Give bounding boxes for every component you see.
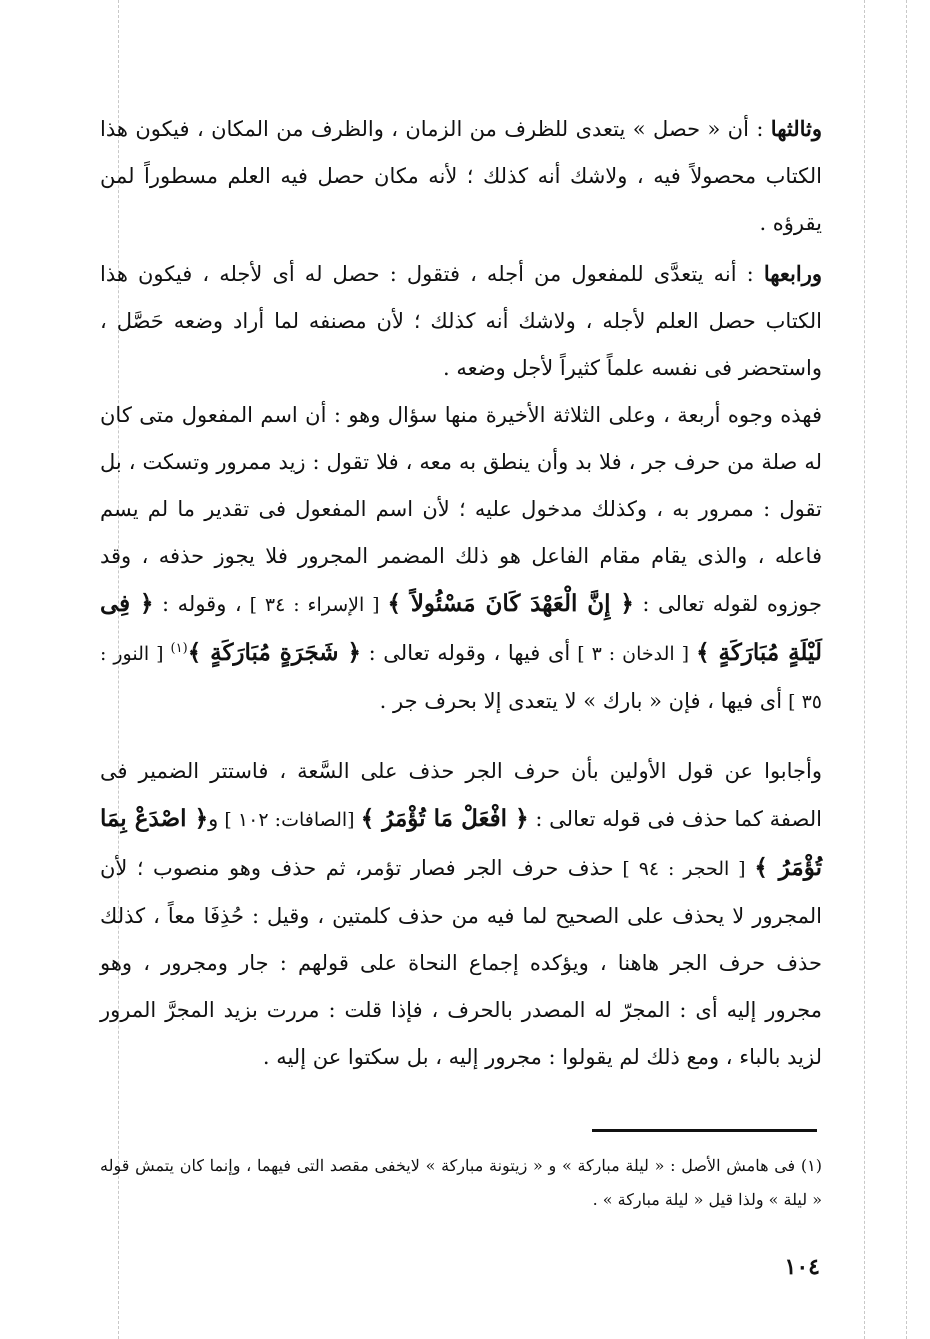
paragraph-text: فهذه وجوه أربعة ، وعلى الثلاثة الأخيرة منها سؤال وهو : أن اسم المفعول متى كان له صلة من حرف جر ، فلا بد وأن ينطق به معه ، فلا تقول : زيد ممرور وتسكت ، بل تقول : ممرور به ، وكذلك مدخول عليه ؛ لأن اسم المفعول فى تقدير ما لم يسم فاعله ، والذى يقام مقام الفاعل هو ذلك المضمر المجرور فلا يجوز حذفه ، وقد جوزوه لقوله تعالى : (100, 403, 822, 616)
scan-margin-line (906, 0, 907, 1339)
verse-reference: [الصافات: ١٠٢ ] (218, 809, 361, 831)
scan-margin-line (864, 0, 865, 1339)
paragraph-lead-word: ورابعها (763, 261, 822, 286)
footnote-marker[interactable]: (١) (170, 641, 188, 656)
paragraph-text: : أن « حصل » يتعدى للظرف من الزمان ، والظرف من المكان ، فيكون هذا الكتاب محصولاً فيه ، ولاشك أنه كذلك ؛ لأنه مكان حصل فيه العلم مسطوراً لمن يقرؤه . (100, 117, 822, 235)
paragraph-third-meaning (100, 105, 822, 247)
footnote: (١) فى هامش الأصل : « ليلة مباركة » و « زيتونة مباركة » لايخفى مقصد التى فيهما ، وإنما كان يتمش قوله « ليلة » ولذا قيل « ليلة مباركة » . (100, 1156, 822, 1209)
quran-verse: ﴿ اصْدَعْ بِمَا تُؤْمَرُ ﴾ (100, 805, 822, 881)
footnote-divider (592, 1129, 817, 1132)
quran-verse: ﴿ فِى لَيْلَةٍ مُبَارَكَةٍ ﴾ (100, 590, 822, 666)
paragraph-text: أى فيها ، وقوله تعالى : (361, 641, 571, 665)
quran-verse: ﴿ شَجَرَةٍ مُبَارَكَةٍ ﴾ (187, 639, 361, 666)
paragraph-answer (100, 748, 822, 1081)
paragraph-text: ، وقوله : (153, 592, 242, 616)
verse-reference: [ الدخان : ٣ ] (570, 643, 697, 665)
quran-verse: ﴿ افْعَلْ مَا تُؤْمَرُ ﴾ (360, 805, 529, 832)
verse-reference: [ الحجر : ٩٤ ] (613, 858, 755, 880)
paragraph-text: و (208, 807, 219, 831)
paragraph-objection (100, 392, 822, 726)
paragraph-text: : أنه يتعدَّى للمفعول من أجله ، فتقول : حصل له أى لأجله ، فيكون هذا الكتاب حصل العلم لأجله ، ولاشك أنه كذلك ؛ لأن مصنفه لما أراد وضعه حَصَّل ، واستحضر فى نفسه علماً كثيراً لأجل وضعه . (100, 262, 822, 380)
paragraph-text: حذف حرف الجر فصار تؤمر، ثم حذف وهو منصوب ؛ لأن المجرور لا يحذف على الصحيح لما فيه من حذف كلمتين ، وقيل : حُذِفَا معاً ، كذلك حذف حرف الجر هاهنا ، ويؤكده إجماع النحاة على قولهم : جار ومجرور ، وهو مجرور إليه أى : المجرّ له المصدر بالحرف ، فإذا قلت : مررت بزيد المجرَّ المرور لزيد بالباء ، ومع ذلك لم يقولوا : مجرور إليه ، بل سكتوا عن إليه . (100, 856, 822, 1069)
quran-verse: ﴿ إِنَّ الْعَهْدَ كَانَ مَسْئُولاً ﴾ (387, 590, 634, 617)
verse-reference: [ النور : ٣٥ ] (100, 643, 822, 713)
paragraph-text: أى فيها ، فإن « بارك » لا يتعدى إلا بحرف جر . (379, 689, 783, 713)
paragraph-fourth-meaning (100, 250, 822, 392)
verse-reference: [ الإسراء : ٣٤ ] (241, 594, 388, 616)
page-number: ١٠٤ (784, 1254, 820, 1280)
paragraph-text: وأجابوا عن قول الأولين بأن حرف الجر حذف على السَّعة ، فاستتر الضمير فى الصفة كما حذف فى قوله تعالى : (100, 759, 822, 831)
paragraph-lead-word: وثالثها (770, 116, 822, 141)
